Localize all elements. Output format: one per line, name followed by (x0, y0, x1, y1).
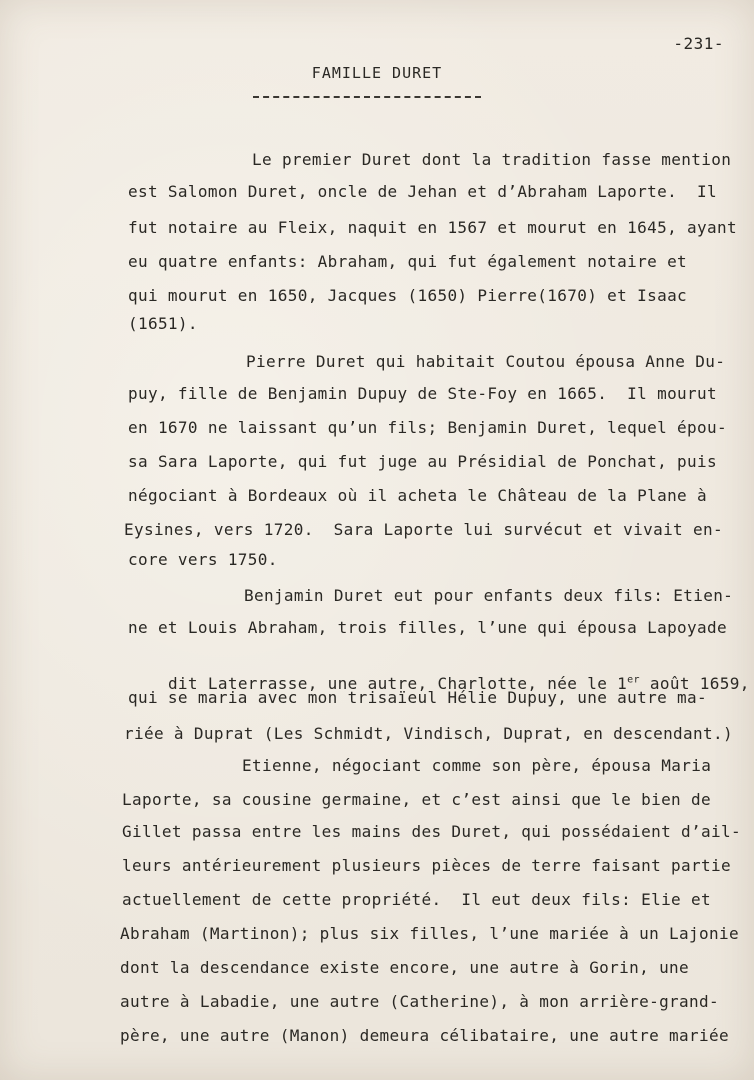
text-line: Gillet passa entre les mains des Duret, qui possédaient d’ail- (122, 822, 741, 841)
text-line: fut notaire au Fleix, naquit en 1567 et mourut en 1645, ayant (128, 218, 737, 237)
text-line: en 1670 ne laissant qu’un fils; Benjamin Duret, lequel épou- (128, 418, 727, 437)
text-line: Benjamin Duret eut pour enfants deux fils: Etien- (244, 586, 734, 605)
text-line: puy, fille de Benjamin Dupuy de Ste-Foy en 1665. Il mourut (128, 384, 717, 403)
text-line: dont la descendance existe encore, une autre à Gorin, une (120, 958, 690, 977)
text-line: sa Sara Laporte, qui fut juge au Présidial de Ponchat, puis (128, 452, 717, 471)
text-line-end: août 1659, (639, 674, 750, 693)
text-line: Pierre Duret qui habitait Coutou épousa Anne Du- (246, 352, 726, 371)
text-line: autre à Labadie, une autre (Catherine), à mon arrière-grand- (120, 992, 719, 1011)
page-title: FAMILLE DURET (311, 64, 443, 82)
text-line: (1651). (128, 314, 198, 333)
text-line: qui se maria avec mon trisaïeul Hélie Dupuy, une autre ma- (128, 688, 708, 707)
text-line: négociant à Bordeaux où il acheta le Château de la Plane à (128, 486, 708, 505)
text-line: Eysines, vers 1720. Sara Laporte lui survécut et vivait en- (124, 520, 723, 539)
text-line: Le premier Duret dont la tradition fasse mention (252, 150, 732, 169)
text-line: Etienne, négociant comme son père, épousa Maria (242, 756, 712, 775)
title-underline-rule (253, 96, 481, 98)
text-line: est Salomon Duret, oncle de Jehan et d’Abraham Laporte. Il (128, 182, 717, 201)
text-line: riée à Duprat (Les Schmidt, Vindisch, Duprat, en descendant.) (124, 724, 733, 743)
text-line: actuellement de cette propriété. Il eut deux fils: Elie et (122, 890, 711, 909)
text-line: Laporte, sa cousine germaine, et c’est ainsi que le bien de (122, 790, 711, 809)
page-number: -231- (673, 34, 724, 53)
text-line: Abraham (Martinon); plus six filles, l’une mariée à un Lajonie (120, 924, 739, 943)
text-line: ne et Louis Abraham, trois filles, l’une qui épousa Lapoyade (128, 618, 727, 637)
text-line: père, une autre (Manon) demeura célibataire, une autre mariée (120, 1026, 729, 1045)
text-line-start: dit Laterrasse, une autre, Charlotte, née le 1 (167, 674, 628, 693)
text-line: eu quatre enfants: Abraham, qui fut également notaire et (128, 252, 688, 271)
text-line: leurs antérieurement plusieurs pièces de terre faisant partie (122, 856, 731, 875)
text-line: core vers 1750. (128, 550, 278, 569)
text-line: qui mourut en 1650, Jacques (1650) Pierre(1670) et Isaac (128, 286, 688, 305)
ordinal-superscript: er (627, 674, 640, 686)
